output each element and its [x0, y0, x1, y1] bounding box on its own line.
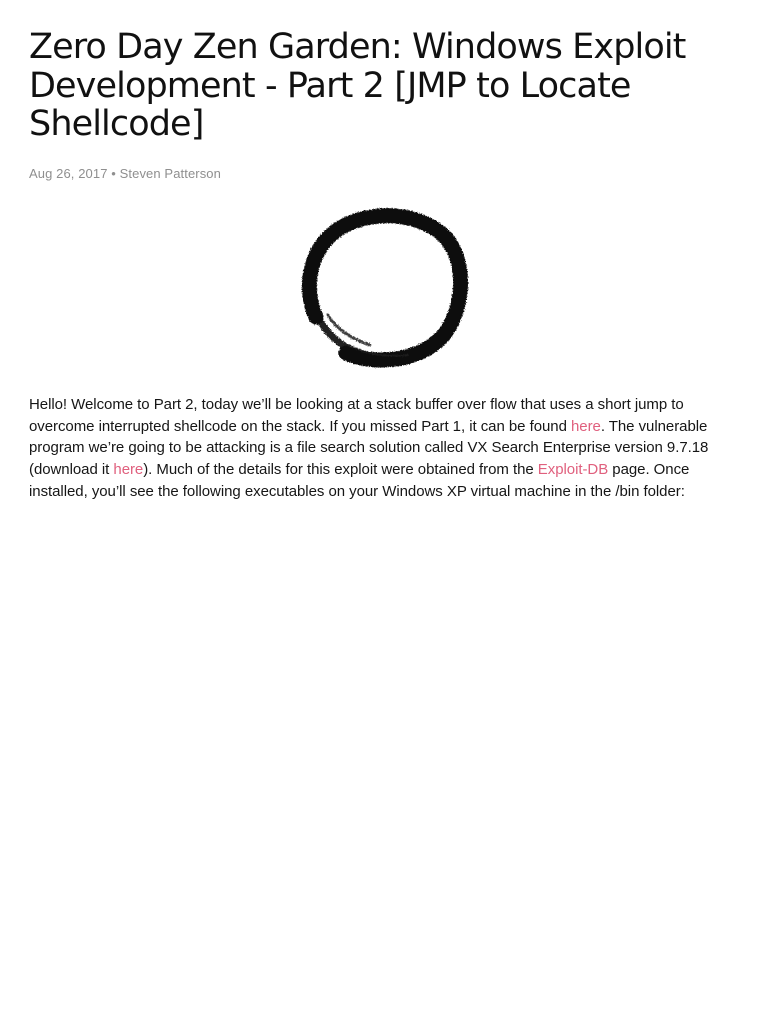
- intro-text-2: . The vulnerable program we’re going to be attacking is a file search solution called VX Search Enterprise version 9.7.18 (download it: [29, 417, 709, 479]
- post-date: Aug 26, 2017: [29, 165, 108, 181]
- article: [29, 0, 729, 182]
- download-link[interactable]: here: [113, 461, 144, 479]
- post-title: Zero Day Zen Garden: Windows Exploit Development - Part 2 [JMP to Locate Shellcode]: [29, 27, 686, 144]
- post-intro-paragraph: [29, 394, 729, 503]
- enso-circle-image: [296, 207, 470, 371]
- meta-separator: •: [111, 165, 116, 181]
- intro-text-1: Hello! Welcome to Part 2, today we’ll be looking at a stack buffer over flow that uses a short jump to overcome interrupted shellcode on the stack. If you missed Part 1, it can be found: [29, 396, 684, 435]
- exploit-db-link[interactable]: Exploit-DB: [537, 461, 609, 479]
- intro-text-4: page. Once installed, you’ll see the following executables on your Windows XP virtual machine in the /bin folder:: [29, 461, 690, 500]
- post-meta: [29, 166, 729, 182]
- part1-link[interactable]: here: [570, 417, 601, 435]
- intro-text-3: ). Much of the details for this exploit were obtained from the: [143, 461, 538, 479]
- post-author[interactable]: Steven Patterson: [119, 165, 221, 181]
